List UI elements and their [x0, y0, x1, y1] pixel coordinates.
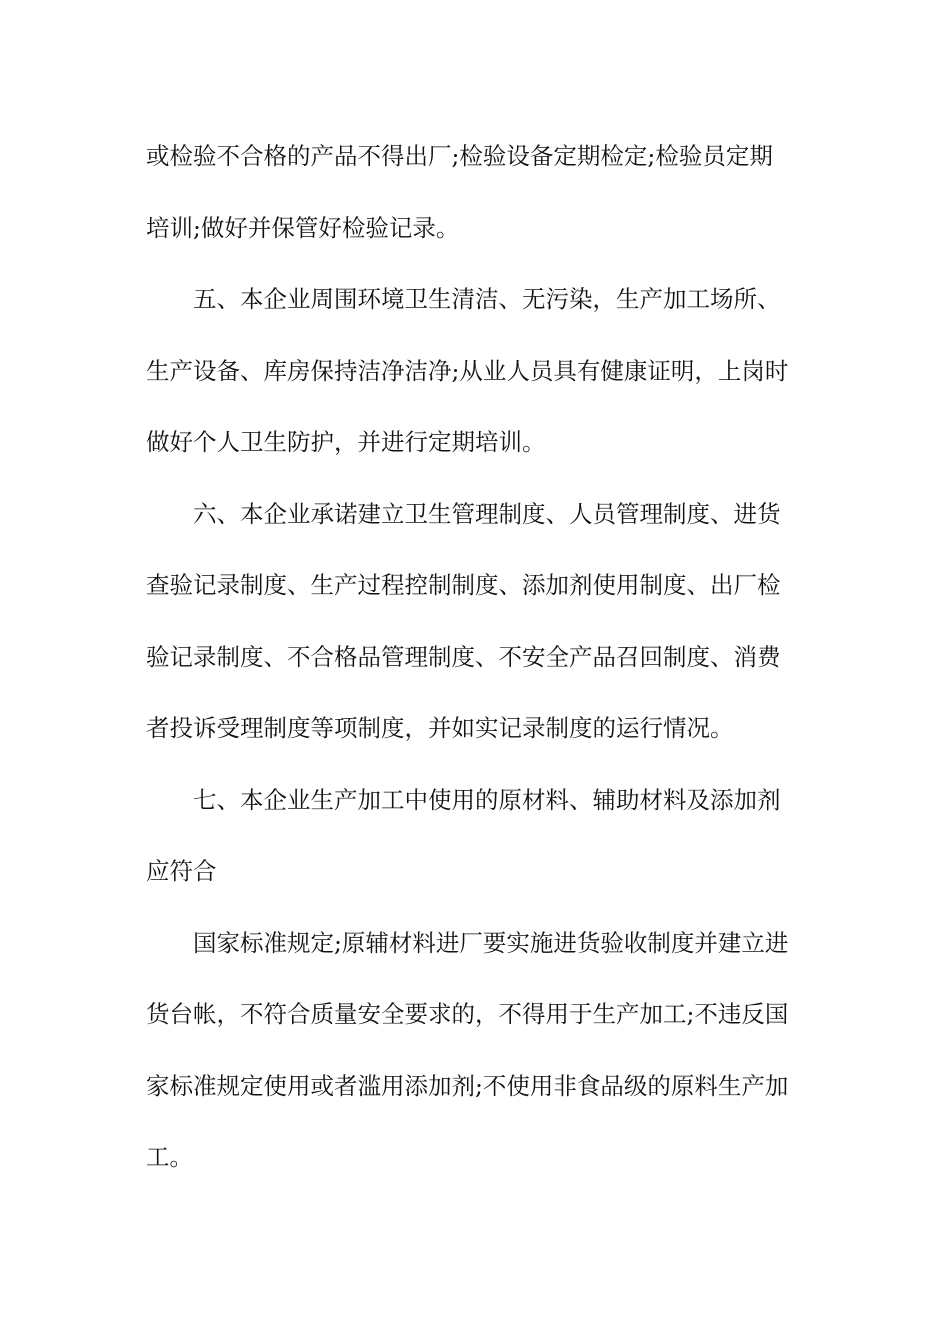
text-line: 家标准规定使用或者滥用添加剂;不使用非食品级的原料生产加 [146, 1071, 789, 1100]
document-body [146, 128, 808, 1201]
paragraph-6-start: 六、本企业承诺建立卫生管理制度、人员管理制度、进货 [193, 499, 781, 528]
paragraph-7-start: 七、本企业生产加工中使用的原材料、辅助材料及添加剂 [193, 785, 781, 814]
text-line: 生产设备、库房保持洁净洁净;从业人员具有健康证明，上岗时 [146, 356, 789, 385]
text-line: 应符合 [146, 857, 217, 885]
text-line: 做好个人卫生防护，并进行定期培训。 [146, 428, 546, 456]
text-line: 培训;做好并保管好检验记录。 [146, 213, 460, 242]
text-line: 货台帐，不符合质量安全要求的，不得用于生产加工;不违反国 [146, 1000, 789, 1028]
text-line: 工。 [146, 1143, 193, 1171]
text-line: 者投诉受理制度等项制度，并如实记录制度的运行情况。 [146, 714, 734, 742]
text-line: 验记录制度、不合格品管理制度、不安全产品召回制度、消费 [146, 642, 781, 671]
paragraph-5-start: 五、本企业周围环境卫生清洁、无污染，生产加工场所、 [193, 285, 781, 313]
text-line: 查验记录制度、生产过程控制制度、添加剂使用制度、出厂检 [146, 571, 781, 599]
paragraph-8-start: 国家标准规定;原辅材料进厂要实施进货验收制度并建立进 [193, 928, 789, 957]
text-line: 或检验不合格的产品不得出厂;检验设备定期检定;检验员定期 [146, 142, 773, 170]
